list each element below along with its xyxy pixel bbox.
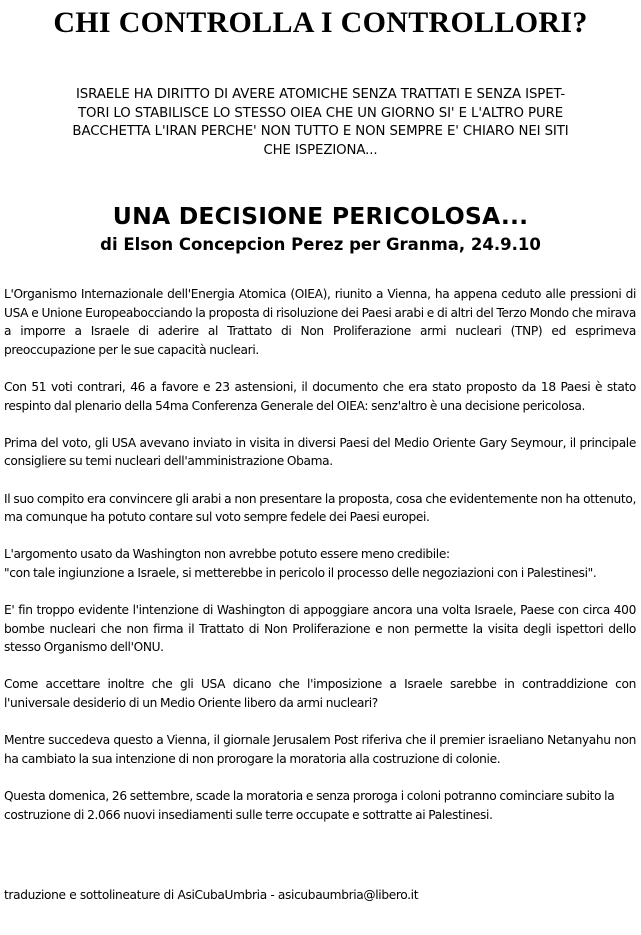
footer-credit: traduzione e sottolineature di AsiCubaUmbria - asicubaumbria@libero.it xyxy=(4,888,419,902)
subtitle-line: CHE ISPEZIONA... xyxy=(263,142,378,158)
article-paragraph: E' fin troppo evidente l'intenzione di Washington di appoggiare ancora una volta Israele, Paese con circa 400 bombe nucleari che non firma il Trattato di Non Proliferazione e non permette la visita degli ispettori dello stesso Organismo dell'ONU. xyxy=(4,603,636,655)
subtitle xyxy=(4,86,637,160)
subtitle-line: ISRAELE HA DIRITTO DI AVERE ATOMICHE SENZA TRATTATI E SENZA ISPET- xyxy=(75,87,566,102)
article-paragraph: Con 51 voti contrari, 46 a favore e 23 astensioni, il documento che era stato proposto da 18 Paesi è stato respinto dal plenario della 54ma Conferenza Generale del OIEA: senz'altro è una decisione pericolosa. xyxy=(4,379,636,413)
article-body xyxy=(4,285,636,843)
article-paragraph: Mentre succedeva questo a Vienna, il giornale Jerusalem Post riferiva che il premier israeliano Netanyahu non ha cambiato la sua intenzione di non prorogare la moratoria alla costruzione di colonie. xyxy=(4,733,636,766)
article-paragraph: Il suo compito era convincere gli arabi a non presentare la proposta, cosa che evidentemente non ha ottenuto, ma comunque ha potuto contare sul voto sempre fedele dei Paesi europei. xyxy=(4,491,636,525)
article-byline: di Elson Concepcion Perez per Granma, 24.9.10 xyxy=(100,235,541,254)
article-paragraph: Prima del voto, gli USA avevano inviato in visita in diversi Paesi del Medio Oriente Gary Seymour, il principale consigliere su temi nucleari dell'amministrazione Obama. xyxy=(4,435,636,469)
article-paragraph: L'argomento usato da Washington non avrebbe potuto essere meno credibile: "con tale ingiunzione a Israele, si metterebbe in pericolo il processo delle negoziazioni con i Palestinesi". xyxy=(4,547,597,580)
page-title: CHI CONTROLLA I CONTROLLORI? xyxy=(53,6,588,39)
article-paragraph: Questa domenica, 26 settembre, scade la moratoria e senza proroga i coloni potranno cominciare subito la costruzione di 2.066 nuovi insediamenti sulle terre occupate e sottratte ai Palestinesi. xyxy=(4,789,615,822)
subtitle-line: TORI LO STABILISCE LO STESSO OIEA CHE UN GIORNO SI' E L'ALTRO PURE xyxy=(77,105,564,121)
subtitle-line: BACCHETTA L'IRAN PERCHE' NON TUTTO E NON SEMPRE E' CHIARO NEI SITI xyxy=(72,124,569,139)
article-paragraph: Come accettare inoltre che gli USA dicano che l'imposizione a Israele sarebbe in contraddizione con l'universale desiderio di un Medio Oriente libero da armi nucleari? xyxy=(4,677,636,711)
article-paragraph: L'Organismo Internazionale dell'Energia Atomica (OIEA), riunito a Vienna, ha appena ceduto alle pressioni di USA e Unione Europeabocciando la proposta di risoluzione dei Paesi arabi e di altri del Terzo Mondo che mirava a imporre a Israele di aderire al Trattato di Non Proliferazione armi nucleari (TNP) ed esprimeva preoccupazione per le sue capacità nucleari. xyxy=(4,287,636,357)
article-headline: UNA DECISIONE PERICOLOSA... xyxy=(112,202,529,230)
